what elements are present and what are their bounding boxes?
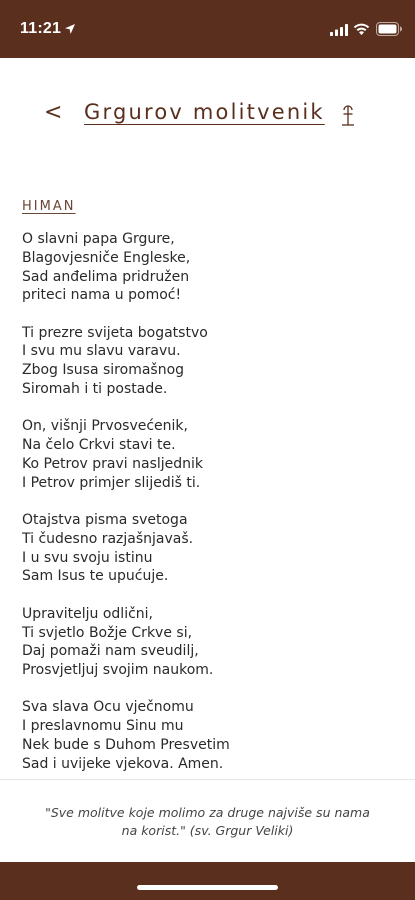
verse-line: Sad anđelima pridružen (22, 268, 190, 285)
verse-line: On, višnji Prvosvećenik, (22, 418, 188, 435)
verse-line: Sva slava Ocu vječnomu (22, 699, 194, 716)
bottom-bar (0, 862, 415, 900)
header (0, 100, 415, 134)
verse-line: I u svu svoju istinu (22, 549, 153, 566)
quote-line: "Sve molitve koje molimo za druge najviše su nama (45, 805, 370, 820)
page-title[interactable]: Grgurov molitvenik (84, 100, 325, 124)
hymn-heading: HIMAN (22, 199, 76, 214)
signal-icon (330, 24, 348, 36)
verse-line: Nek bude s Duhom Presvetim (22, 737, 230, 754)
divider (0, 779, 415, 780)
verse-line: Daj pomaži nam sveudilj, (22, 643, 199, 660)
verse-line: priteci nama u pomoć! (22, 287, 182, 304)
hymn-text (22, 230, 402, 792)
verse-line: I preslavnomu Sinu mu (22, 718, 184, 735)
stanza (22, 324, 402, 399)
verse-line: Otajstva pisma svetoga (22, 512, 188, 529)
verse-line: Ti čudesno razjašnjavaš. (22, 530, 194, 547)
verse-line: Upravitelju odlični, (22, 605, 153, 622)
stanza (22, 230, 402, 305)
stanza (22, 698, 402, 773)
verse-line: Sad i uvijeke vjekova. Amen. (22, 755, 224, 772)
stanza (22, 605, 402, 680)
location-arrow-icon (64, 23, 76, 35)
status-time: 11:21 (20, 20, 62, 37)
home-indicator[interactable] (137, 885, 278, 890)
verse-line: Sam Isus te upućuje. (22, 568, 169, 585)
wifi-icon (353, 22, 370, 36)
back-button[interactable]: < (44, 100, 63, 125)
verse-line: O slavni papa Grgure, (22, 231, 175, 247)
verse-line: Zbog Isusa siromašnog (22, 362, 185, 379)
battery-icon (376, 22, 402, 36)
verse-line: I Petrov primjer slijediš ti. (22, 474, 201, 491)
status-bar (0, 0, 415, 58)
quote-line: na korist." (sv. Grgur Veliki) (121, 823, 294, 838)
verse-line: Ko Petrov pravi nasljednik (22, 455, 204, 472)
verse-line: Na čelo Crkvi stavi te. (22, 437, 176, 454)
cross-icon (338, 104, 358, 126)
verse-line: Blagovjesniče Engleske, (22, 249, 191, 266)
verse-line: Prosvjetljuj svojim naukom. (22, 662, 214, 679)
verse-line: I svu mu slavu varavu. (22, 343, 181, 360)
verse-line: Siromah i ti postade. (22, 381, 168, 398)
verse-line: Ti prezre svijeta bogatstvo (22, 324, 208, 341)
stanza (22, 511, 402, 586)
verse-line: Ti svjetlo Božje Crkve si, (22, 624, 193, 641)
stanza (22, 417, 402, 492)
footer-quote (20, 804, 395, 840)
